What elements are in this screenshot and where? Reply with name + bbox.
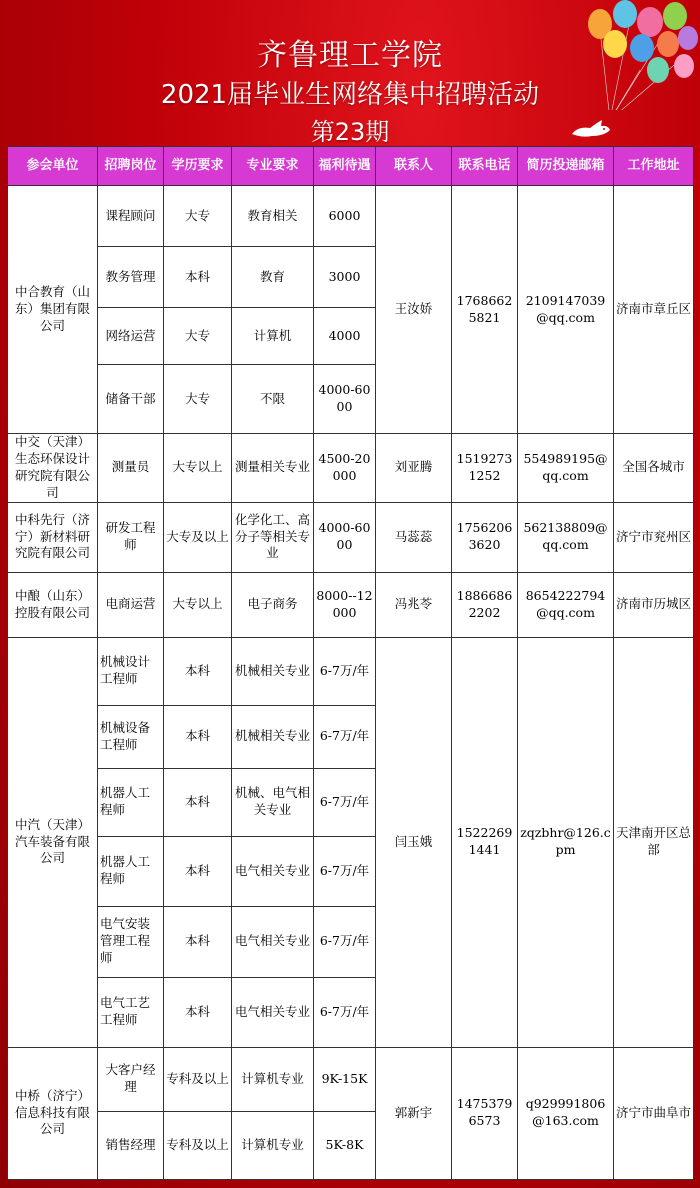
column-header: 联系电话 <box>452 147 518 186</box>
job-education: 本科 <box>164 836 232 906</box>
job-major: 教育 <box>232 247 314 308</box>
job-major: 测量相关专业 <box>232 434 314 503</box>
job-title: 电气安装管理工程师 <box>98 906 164 977</box>
contact-person: 冯兆苓 <box>376 572 452 637</box>
job-title: 教务管理 <box>98 247 164 308</box>
table-row <box>8 572 694 637</box>
job-education: 本科 <box>164 768 232 836</box>
job-education: 大专以上 <box>164 572 232 637</box>
job-pay: 6-7万/年 <box>314 768 376 836</box>
job-major: 机械、电气相关专业 <box>232 768 314 836</box>
job-title: 机械设备工程师 <box>98 705 164 768</box>
job-pay: 6-7万/年 <box>314 906 376 977</box>
job-major: 计算机 <box>232 308 314 365</box>
job-major: 机械相关专业 <box>232 705 314 768</box>
job-pay: 4000-6000 <box>314 502 376 572</box>
job-major: 计算机专业 <box>232 1111 314 1179</box>
job-education: 大专 <box>164 365 232 434</box>
job-major: 电子商务 <box>232 572 314 637</box>
column-header: 学历要求 <box>164 147 232 186</box>
school-title: 齐鲁理工学院 <box>257 38 443 73</box>
job-title: 大客户经理 <box>98 1047 164 1111</box>
job-major: 电气相关专业 <box>232 977 314 1047</box>
job-title: 机械设计工程师 <box>98 637 164 705</box>
table-row <box>8 502 694 572</box>
resume-email[interactable]: zqzbhr@126.cpm <box>518 637 614 1047</box>
job-pay: 9K-15K <box>314 1047 376 1111</box>
work-address: 天津南开区总部 <box>614 637 694 1047</box>
job-pay: 6-7万/年 <box>314 705 376 768</box>
recruitment-table <box>7 146 694 1180</box>
job-education: 本科 <box>164 637 232 705</box>
company-name: 中酿（山东）控股有限公司 <box>8 572 98 637</box>
job-education: 本科 <box>164 705 232 768</box>
session-title: 第23期 <box>310 118 390 146</box>
resume-email[interactable]: q929991806@163.com <box>518 1047 614 1179</box>
job-major: 化学化工、高分子等相关专业 <box>232 502 314 572</box>
work-address: 济南市历城区 <box>614 572 694 637</box>
job-education: 专科及以上 <box>164 1047 232 1111</box>
table-row <box>8 637 694 705</box>
work-address: 济宁市兖州区 <box>614 502 694 572</box>
column-header: 工作地址 <box>614 147 694 186</box>
contact-phone: 17562063620 <box>452 502 518 572</box>
company-name: 中合教育（山东）集团有限公司 <box>8 186 98 434</box>
job-title: 研发工程师 <box>98 502 164 572</box>
table-row <box>8 1047 694 1111</box>
job-education: 专科及以上 <box>164 1111 232 1179</box>
recruitment-table-sheet <box>7 146 693 1180</box>
job-major: 机械相关专业 <box>232 637 314 705</box>
resume-email[interactable]: 562138809@qq.com <box>518 502 614 572</box>
contact-phone: 15222691441 <box>452 637 518 1047</box>
company-name: 中桥（济宁）信息科技有限公司 <box>8 1047 98 1179</box>
job-major: 教育相关 <box>232 186 314 247</box>
job-education: 大专 <box>164 186 232 247</box>
job-pay: 3000 <box>314 247 376 308</box>
company-name: 中科先行（济宁）新材料研究院有限公司 <box>8 502 98 572</box>
company-name: 中交（天津）生态环保设计研究院有限公司 <box>8 434 98 503</box>
rabbit-icon <box>568 118 614 140</box>
column-header: 福利待遇 <box>314 147 376 186</box>
work-address: 全国各城市 <box>614 434 694 503</box>
contact-phone: 17686625821 <box>452 186 518 434</box>
job-education: 本科 <box>164 906 232 977</box>
job-pay: 6-7万/年 <box>314 836 376 906</box>
job-pay: 6-7万/年 <box>314 637 376 705</box>
job-title: 机器人工程师 <box>98 836 164 906</box>
job-education: 本科 <box>164 977 232 1047</box>
job-title: 课程顾问 <box>98 186 164 247</box>
job-title: 电气工艺工程师 <box>98 977 164 1047</box>
job-pay: 8000--12000 <box>314 572 376 637</box>
job-education: 本科 <box>164 247 232 308</box>
contact-person: 王汝娇 <box>376 186 452 434</box>
job-education: 大专及以上 <box>164 502 232 572</box>
resume-email[interactable]: 554989195@qq.com <box>518 434 614 503</box>
table-row <box>8 434 694 503</box>
job-major: 计算机专业 <box>232 1047 314 1111</box>
resume-email[interactable]: 8654222794@qq.com <box>518 572 614 637</box>
job-pay: 4000 <box>314 308 376 365</box>
event-title: 2021届毕业生网络集中招聘活动 <box>160 80 540 110</box>
job-major: 电气相关专业 <box>232 836 314 906</box>
table-header-row <box>8 147 694 186</box>
poster-header <box>0 0 700 146</box>
contact-phone: 14753796573 <box>452 1047 518 1179</box>
job-title: 测量员 <box>98 434 164 503</box>
job-title: 储备干部 <box>98 365 164 434</box>
job-pay: 5K-8K <box>314 1111 376 1179</box>
contact-phone: 18866862202 <box>452 572 518 637</box>
job-major: 电气相关专业 <box>232 906 314 977</box>
job-pay: 6000 <box>314 186 376 247</box>
column-header: 联系人 <box>376 147 452 186</box>
work-address: 济南市章丘区 <box>614 186 694 434</box>
job-title: 销售经理 <box>98 1111 164 1179</box>
contact-person: 马蕊蕊 <box>376 502 452 572</box>
job-education: 大专以上 <box>164 434 232 503</box>
job-pay: 4000-6000 <box>314 365 376 434</box>
job-title: 机器人工程师 <box>98 768 164 836</box>
work-address: 济宁市曲阜市 <box>614 1047 694 1179</box>
column-header: 专业要求 <box>232 147 314 186</box>
balloons-icon <box>570 0 700 110</box>
contact-person: 闫玉娥 <box>376 637 452 1047</box>
job-title: 网络运营 <box>98 308 164 365</box>
column-header: 招聘岗位 <box>98 147 164 186</box>
job-education: 大专 <box>164 308 232 365</box>
contact-person: 郭新宇 <box>376 1047 452 1179</box>
job-pay: 6-7万/年 <box>314 977 376 1047</box>
contact-phone: 15192731252 <box>452 434 518 503</box>
table-row <box>8 186 694 247</box>
job-pay: 4500-20000 <box>314 434 376 503</box>
job-major: 不限 <box>232 365 314 434</box>
column-header: 简历投递邮箱 <box>518 147 614 186</box>
resume-email[interactable]: 2109147039@qq.com <box>518 186 614 434</box>
job-title: 电商运营 <box>98 572 164 637</box>
column-header: 参会单位 <box>8 147 98 186</box>
contact-person: 刘亚腾 <box>376 434 452 503</box>
company-name: 中汽（天津）汽车装备有限公司 <box>8 637 98 1047</box>
